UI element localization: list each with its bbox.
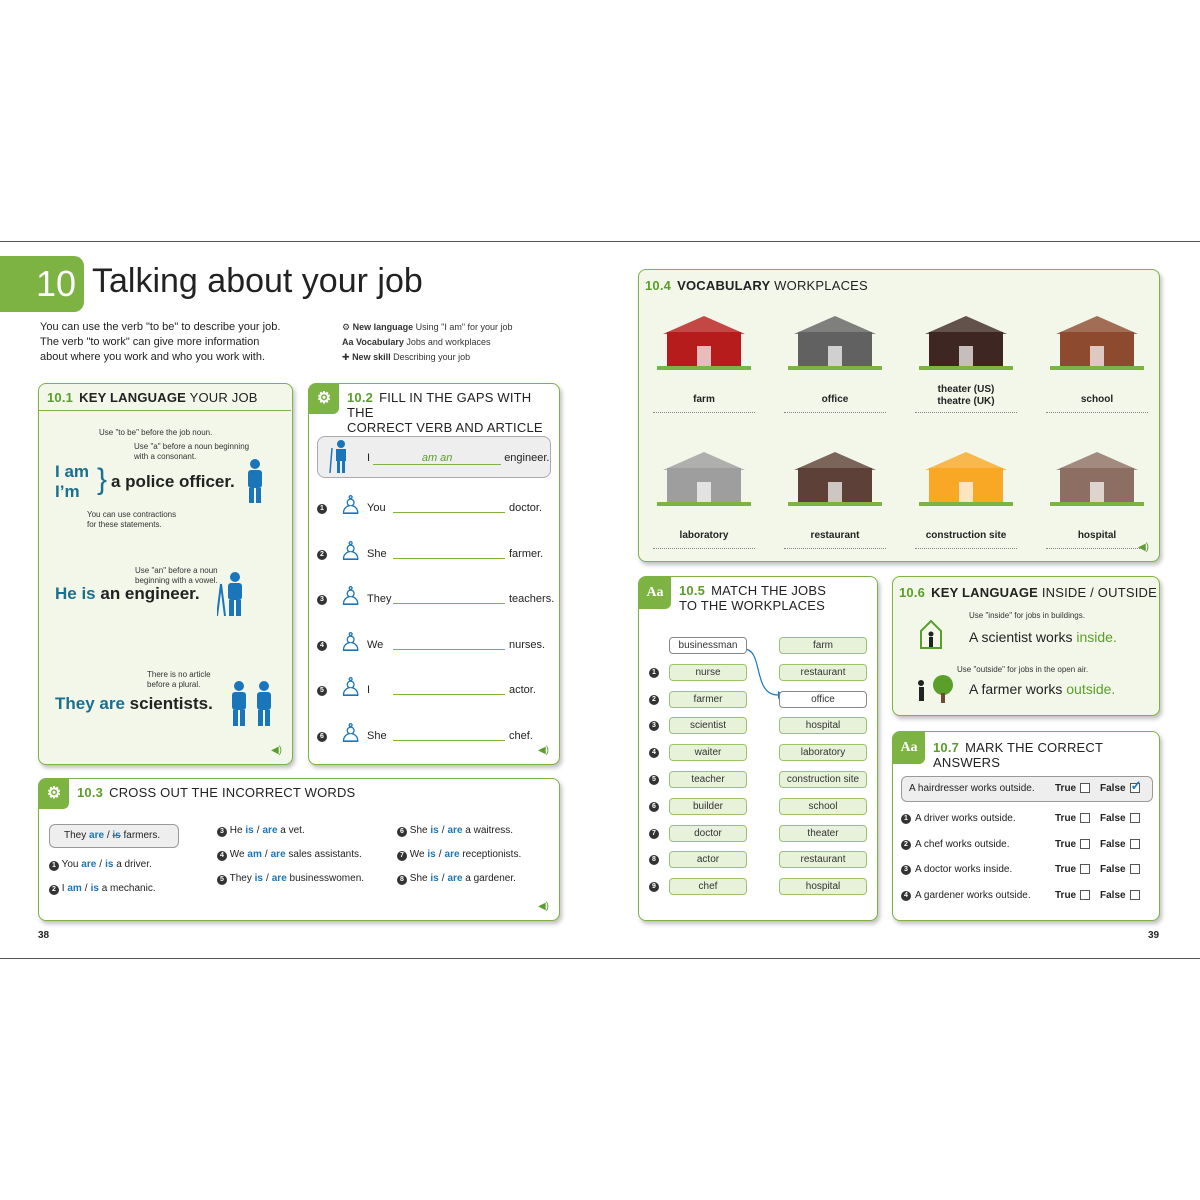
- restaurant-icon: [788, 448, 882, 506]
- example-sentence: He is an engineer.: [55, 584, 200, 603]
- section-title: 10.2 FILL IN THE GAPS WITH THE CORRECT VERB AND ARTICLE: [347, 390, 543, 435]
- engineer-icon: [329, 440, 349, 474]
- annotation: You can use contractions for these statements.: [87, 510, 177, 529]
- person-icon: ♙: [339, 581, 363, 611]
- subject: They: [367, 593, 392, 605]
- predicate: a vet.: [280, 825, 305, 836]
- workplace-pill[interactable]: restaurant: [779, 851, 867, 868]
- laboratory-icon: [657, 448, 751, 506]
- item-number: 9: [649, 882, 659, 892]
- fill-gap-row: [317, 581, 555, 617]
- option-b[interactable]: are: [447, 873, 463, 884]
- example-phrase: a police officer.: [111, 472, 235, 491]
- aa-icon: Aa: [342, 337, 354, 347]
- person-icon: ♙: [339, 535, 363, 566]
- workplace-pill[interactable]: hospital: [779, 717, 867, 734]
- workplace-label: laboratory: [679, 530, 729, 541]
- section-title: 10.7 MARK THE CORRECT ANSWERS: [933, 740, 1103, 770]
- predicate: a mechanic.: [101, 883, 156, 894]
- subject: He: [229, 825, 243, 836]
- true-option[interactable]: True: [1055, 783, 1090, 794]
- false-option[interactable]: False: [1100, 839, 1140, 850]
- option-a[interactable]: am: [247, 849, 262, 860]
- object: teachers.: [509, 593, 555, 605]
- audio-icon[interactable]: ◀): [537, 745, 549, 756]
- separator: /: [264, 849, 268, 860]
- section-10-2: [308, 383, 560, 765]
- false-option[interactable]: False: [1100, 890, 1140, 901]
- fill-gap-row: [317, 490, 553, 526]
- annotation: Use "inside" for jobs in buildings.: [969, 611, 1085, 620]
- workplace-card: [1042, 306, 1152, 416]
- example-statement: A hairdresser works outside.: [909, 783, 1035, 794]
- false-option[interactable]: False ✓: [1100, 778, 1142, 794]
- option-a[interactable]: is: [430, 873, 439, 884]
- false-option[interactable]: False: [1100, 813, 1140, 824]
- object: chef.: [509, 729, 533, 742]
- section-10-7: [892, 731, 1160, 921]
- option-b[interactable]: are: [447, 825, 463, 836]
- police-officer-icon: [244, 458, 266, 504]
- workplace-pill[interactable]: theater: [779, 825, 867, 842]
- workplace-label: theater (US) theatre (UK): [937, 384, 995, 407]
- item-number: 8: [649, 855, 659, 865]
- workplace-label: office: [821, 394, 849, 405]
- workplace-card: [780, 306, 890, 416]
- gear-icon: ⚙: [39, 779, 69, 809]
- example-row: I am an engineer.: [367, 452, 550, 464]
- chapter-number-badge: 10: [0, 256, 84, 312]
- farm-icon: [657, 312, 751, 370]
- item-number: 3: [217, 827, 227, 837]
- true-option[interactable]: True: [1055, 864, 1090, 875]
- office-icon: [788, 312, 882, 370]
- item-number: 1: [901, 814, 911, 824]
- item-number: 1: [49, 861, 59, 871]
- brace: }: [97, 463, 108, 496]
- subject: She: [367, 729, 387, 742]
- example-sentence: They are / is farmers.: [49, 824, 179, 848]
- option-b[interactable]: are: [271, 873, 287, 884]
- intro-text: [40, 320, 280, 365]
- option-a[interactable]: is: [430, 825, 439, 836]
- gear-icon: ⚙: [309, 384, 339, 414]
- section-title: 10.5 MATCH THE JOBS TO THE WORKPLACES: [679, 583, 827, 613]
- false-option[interactable]: False: [1100, 864, 1140, 875]
- item-number: 4: [649, 748, 659, 758]
- statement: A doctor works inside.: [915, 864, 1013, 875]
- job-pill[interactable]: builder: [669, 798, 747, 815]
- separator: /: [265, 873, 269, 884]
- theater-icon: [919, 312, 1013, 370]
- section-title: 10.6 KEY LANGUAGE INSIDE / OUTSIDE: [899, 585, 1157, 600]
- true-false-row: [901, 838, 1153, 854]
- job-pill[interactable]: actor: [669, 851, 747, 868]
- job-pill[interactable]: farmer: [669, 691, 747, 708]
- example-sentence: They are scientists.: [55, 694, 213, 713]
- annotation: There is no article before a plural.: [147, 670, 211, 689]
- annotation: Use "a" before a noun beginning with a consonant.: [134, 442, 250, 461]
- true-false-row: [901, 889, 1153, 905]
- construction-site-icon: [919, 448, 1013, 506]
- section-10-6: [892, 576, 1160, 716]
- option-b[interactable]: is: [90, 883, 99, 894]
- subject: They: [229, 873, 252, 884]
- annotation: Use "to be" before the job noun.: [99, 428, 213, 437]
- answer-line[interactable]: [653, 412, 755, 413]
- answer-gap[interactable]: [393, 682, 505, 695]
- cross-out-row: [397, 873, 516, 885]
- outside-tree-icon: [917, 673, 957, 703]
- answer-gap[interactable]: [393, 637, 505, 650]
- audio-icon[interactable]: ◀): [270, 745, 282, 756]
- annotation: Use "outside" for jobs in the open air.: [957, 665, 1089, 674]
- gear-icon: ⚙: [342, 322, 351, 332]
- workplace-pill[interactable]: restaurant: [779, 664, 867, 681]
- section-10-5: [638, 576, 878, 921]
- section-10-3: [38, 778, 560, 921]
- example-sentence: A scientist works inside.: [969, 629, 1117, 645]
- option-b[interactable]: is: [105, 859, 114, 870]
- workplace-card: [1042, 442, 1152, 552]
- checkmark-icon: ✓: [1130, 778, 1142, 794]
- workplace-label: farm: [693, 394, 715, 405]
- item-number: 1: [317, 504, 327, 514]
- workplace-pill[interactable]: construction site: [779, 771, 867, 788]
- job-pill[interactable]: nurse: [669, 664, 747, 681]
- puzzle-icon: ✚: [342, 352, 350, 362]
- true-option[interactable]: True: [1055, 890, 1090, 901]
- item-number: 5: [317, 686, 327, 696]
- item-number: 7: [649, 829, 659, 839]
- true-false-row: [901, 812, 1153, 828]
- item-number: 5: [649, 775, 659, 785]
- answer-gap[interactable]: [393, 591, 505, 604]
- predicate: receptionists.: [462, 849, 522, 860]
- answer-line[interactable]: [915, 412, 1017, 413]
- cross-out-row: [397, 825, 513, 837]
- audio-icon[interactable]: ◀): [537, 901, 549, 912]
- separator: /: [441, 825, 445, 836]
- cross-out-row: [49, 859, 152, 871]
- option-a[interactable]: am: [67, 883, 82, 894]
- section-10-1: [38, 383, 293, 765]
- workplace-card: [649, 306, 759, 416]
- scientists-icon: [227, 680, 277, 728]
- match-arrow: [744, 643, 784, 703]
- workplace-pill[interactable]: school: [779, 798, 867, 815]
- example-sentence: A farmer works outside.: [969, 681, 1116, 697]
- statement: A driver works outside.: [915, 813, 1016, 824]
- aa-icon: Aa: [893, 732, 925, 764]
- annotation: Use "an" before a noun beginning with a vowel.: [135, 566, 218, 585]
- subject: She: [367, 547, 387, 560]
- workplace-pill[interactable]: hospital: [779, 878, 867, 895]
- answer-line[interactable]: [1046, 548, 1148, 549]
- true-option[interactable]: True: [1055, 813, 1090, 824]
- workplace-pill[interactable]: office: [779, 691, 867, 708]
- subject: I: [367, 684, 371, 696]
- answer-gap[interactable]: [393, 728, 505, 741]
- object: doctor.: [509, 502, 543, 514]
- object: nurses.: [509, 638, 546, 651]
- option-a[interactable]: is: [427, 849, 436, 860]
- answer-line[interactable]: [784, 412, 886, 413]
- cross-out-row: [217, 825, 305, 837]
- subject: I: [61, 883, 65, 894]
- workplace-card: [911, 306, 1021, 416]
- subject: She: [409, 825, 428, 836]
- page-number-left: 38: [38, 930, 50, 941]
- hospital-icon: [1050, 448, 1144, 506]
- item-number: 5: [217, 875, 227, 885]
- option-b[interactable]: are: [444, 849, 460, 860]
- statement: A chef works outside.: [915, 838, 1010, 850]
- item-number: 2: [317, 550, 327, 560]
- subject: You: [367, 502, 386, 514]
- workplace-card: [780, 442, 890, 552]
- statement: A gardener works outside.: [915, 889, 1031, 901]
- person-icon: ♙: [339, 490, 363, 520]
- intro-line: You can use the verb "to be" to describe your job.: [40, 321, 281, 333]
- option-b[interactable]: are: [270, 849, 286, 860]
- item-number: 4: [217, 851, 227, 861]
- cross-out-row: [217, 873, 364, 885]
- job-pill[interactable]: teacher: [669, 771, 747, 788]
- predicate: businesswomen.: [289, 873, 365, 884]
- predicate: a waitress.: [465, 825, 514, 836]
- aa-icon: Aa: [639, 577, 671, 609]
- item-number: 8: [397, 875, 407, 885]
- subject: We: [409, 849, 425, 860]
- item-number: 6: [397, 827, 407, 837]
- fill-gap-row: [317, 717, 553, 754]
- true-false-row: [901, 863, 1153, 879]
- predicate: sales assistants.: [288, 849, 362, 860]
- person-icon: ♙: [339, 626, 363, 657]
- item-number: 7: [397, 851, 407, 861]
- workplace-card: [911, 442, 1021, 552]
- answer-line[interactable]: [784, 548, 886, 549]
- separator: /: [84, 883, 88, 894]
- cross-out-row: [217, 849, 362, 861]
- object: farmer.: [509, 547, 544, 560]
- option-b[interactable]: are: [262, 825, 278, 836]
- object: actor.: [509, 684, 536, 696]
- item-number: 3: [901, 865, 911, 875]
- pronoun-block: I am I’m: [55, 462, 90, 501]
- option-a[interactable]: is: [245, 825, 254, 836]
- section-10-4: [638, 269, 1160, 562]
- job-pill[interactable]: businessman: [669, 637, 747, 654]
- engineer-icon: [217, 570, 249, 618]
- answer-gap[interactable]: [393, 500, 505, 513]
- cross-out-row: [49, 883, 156, 895]
- cross-out-row: [397, 849, 521, 861]
- item-number: 4: [901, 891, 911, 901]
- item-number: 2: [649, 695, 659, 705]
- section-title: 10.3 CROSS OUT THE INCORRECT WORDS: [77, 785, 356, 800]
- item-number: 6: [317, 732, 327, 742]
- answer-line[interactable]: [1046, 412, 1148, 413]
- person-icon: ♙: [339, 717, 363, 748]
- person-icon: ♙: [339, 672, 363, 702]
- separator: /: [438, 849, 442, 860]
- page-number-right: 39: [1148, 930, 1160, 941]
- item-number: 2: [901, 840, 911, 850]
- fill-gap-row: [317, 626, 553, 663]
- job-pill[interactable]: waiter: [669, 744, 747, 761]
- job-pill[interactable]: chef: [669, 878, 747, 895]
- option-a[interactable]: is: [254, 873, 263, 884]
- true-option[interactable]: True: [1055, 839, 1090, 850]
- item-number: 3: [317, 595, 327, 605]
- subject: We: [229, 849, 245, 860]
- separator: /: [99, 859, 103, 870]
- predicate: a driver.: [116, 859, 152, 870]
- predicate: a gardener.: [465, 873, 516, 884]
- intro-line: The verb "to work" can give more information: [40, 336, 260, 348]
- option-a[interactable]: are: [81, 859, 97, 870]
- legend: ⚙ New language Using "I am" for your job Aa Vocabulary Jobs and workplaces ✚ New skill Describing your job: [342, 322, 513, 362]
- job-pill[interactable]: doctor: [669, 825, 747, 842]
- intro-line: about where you work and who you work with.: [40, 351, 266, 363]
- answer-gap[interactable]: [393, 546, 505, 559]
- answer-line[interactable]: [653, 548, 755, 549]
- workplace-label: school: [1080, 394, 1114, 405]
- workplace-pill[interactable]: farm: [779, 637, 867, 654]
- answer-line[interactable]: [915, 548, 1017, 549]
- book-spread: [0, 241, 1200, 959]
- subject: You: [61, 859, 79, 870]
- workplace-pill[interactable]: laboratory: [779, 744, 867, 761]
- section-title: 10.4 VOCABULARY WORKPLACES: [645, 278, 868, 293]
- separator: /: [441, 873, 445, 884]
- item-number: 4: [317, 641, 327, 651]
- audio-icon[interactable]: ◀): [1137, 542, 1149, 553]
- school-icon: [1050, 312, 1144, 370]
- job-pill[interactable]: scientist: [669, 717, 747, 734]
- workplace-label: restaurant: [810, 530, 860, 541]
- fill-gap-row: [317, 672, 553, 708]
- item-number: 3: [649, 721, 659, 731]
- section-title: 10.1 KEY LANGUAGE YOUR JOB: [47, 390, 258, 405]
- inside-icon: [919, 619, 943, 649]
- workplace-label: hospital: [1077, 530, 1117, 541]
- subject: We: [367, 638, 384, 651]
- chapter-title: Talking about your job: [92, 262, 423, 300]
- item-number: 1: [649, 668, 659, 678]
- item-number: 6: [649, 802, 659, 812]
- separator: /: [256, 825, 260, 836]
- subject: She: [409, 873, 428, 884]
- item-number: 2: [49, 885, 59, 895]
- workplace-card: [649, 442, 759, 552]
- workplace-label: construction site: [925, 530, 1007, 541]
- fill-gap-row: [317, 535, 553, 572]
